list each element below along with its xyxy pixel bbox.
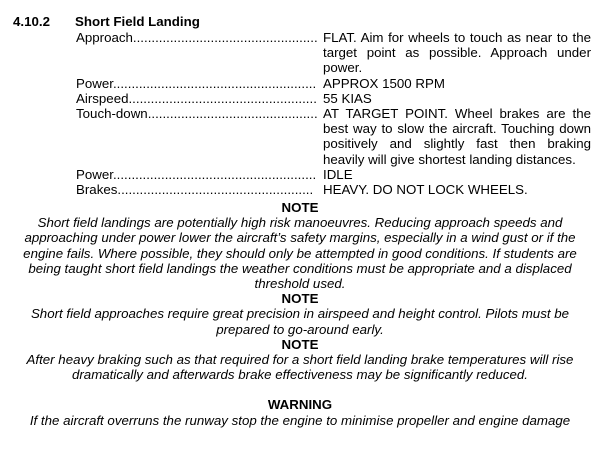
- notes-section: [8, 200, 592, 428]
- note-text: Short field landings are potentially high risk manoeuvres. Reducing approach speeds and approaching under power lower the aircraft’s safety margins, especially in a wind gust or if the engine fails. Where possible, they should only be attempted in good conditions. If students are being taught short field landings the weather conditions must be appropriate and a displaced threshold used.: [23, 215, 577, 292]
- item-label: Brakes: [76, 182, 118, 198]
- item-value: APPROX 1500 RPM: [323, 75, 445, 91]
- item-value: FLAT. Aim for wheels to touch as near to the target point as possible. Approach under power.: [323, 30, 591, 76]
- checklist-item-touch-down: [76, 106, 591, 167]
- note-title: NOTE: [281, 200, 319, 215]
- warning-text: If the aircraft overruns the runway stop the engine to minimise propeller and engine damage: [29, 412, 571, 428]
- item-leader-dots: ..............................................: [147, 106, 318, 122]
- item-label: Power: [76, 75, 113, 91]
- section-title: Short Field Landing: [75, 14, 200, 29]
- checklist-item-brakes: [76, 182, 591, 197]
- item-leader-dots: ...................................................: [128, 90, 317, 106]
- checklist-item-approach: [76, 30, 591, 76]
- note-text: After heavy braking such as that required for a short field landing brake temperatures will rise dramatically and afterwards brake effectiveness may be significantly reduced.: [26, 352, 574, 383]
- note-title: NOTE: [281, 336, 319, 352]
- section-heading: [13, 14, 200, 29]
- item-value: 55 KIAS: [323, 90, 372, 106]
- checklist-item-power-idle: [76, 167, 591, 182]
- item-leader-dots: .....................................................: [117, 182, 314, 198]
- checklist: [76, 30, 591, 197]
- section-number: 4.10.2: [13, 14, 50, 29]
- item-leader-dots: .......................................................: [112, 166, 317, 182]
- item-label: Power: [76, 166, 113, 182]
- warning-title: WARNING: [267, 397, 333, 413]
- item-label: Approach: [76, 30, 133, 45]
- item-label: Airspeed: [76, 90, 129, 106]
- note-text: Short field approaches require great precision in airspeed and height control. Pilots must be prepared to go-around early.: [30, 306, 570, 337]
- item-value: IDLE: [323, 166, 353, 182]
- note-title: NOTE: [281, 291, 319, 307]
- item-value: AT TARGET POINT. Wheel brakes are the best way to slow the aircraft. Touching down positively and slightly fast then braking heavily will give shortest landing distances.: [323, 106, 591, 167]
- checklist-item-airspeed: [76, 91, 591, 106]
- item-value: HEAVY. DO NOT LOCK WHEELS.: [323, 182, 528, 198]
- item-leader-dots: ..................................................: [132, 30, 318, 45]
- item-leader-dots: .......................................................: [112, 75, 317, 91]
- item-label: Touch-down: [76, 106, 148, 122]
- checklist-item-power: [76, 76, 591, 91]
